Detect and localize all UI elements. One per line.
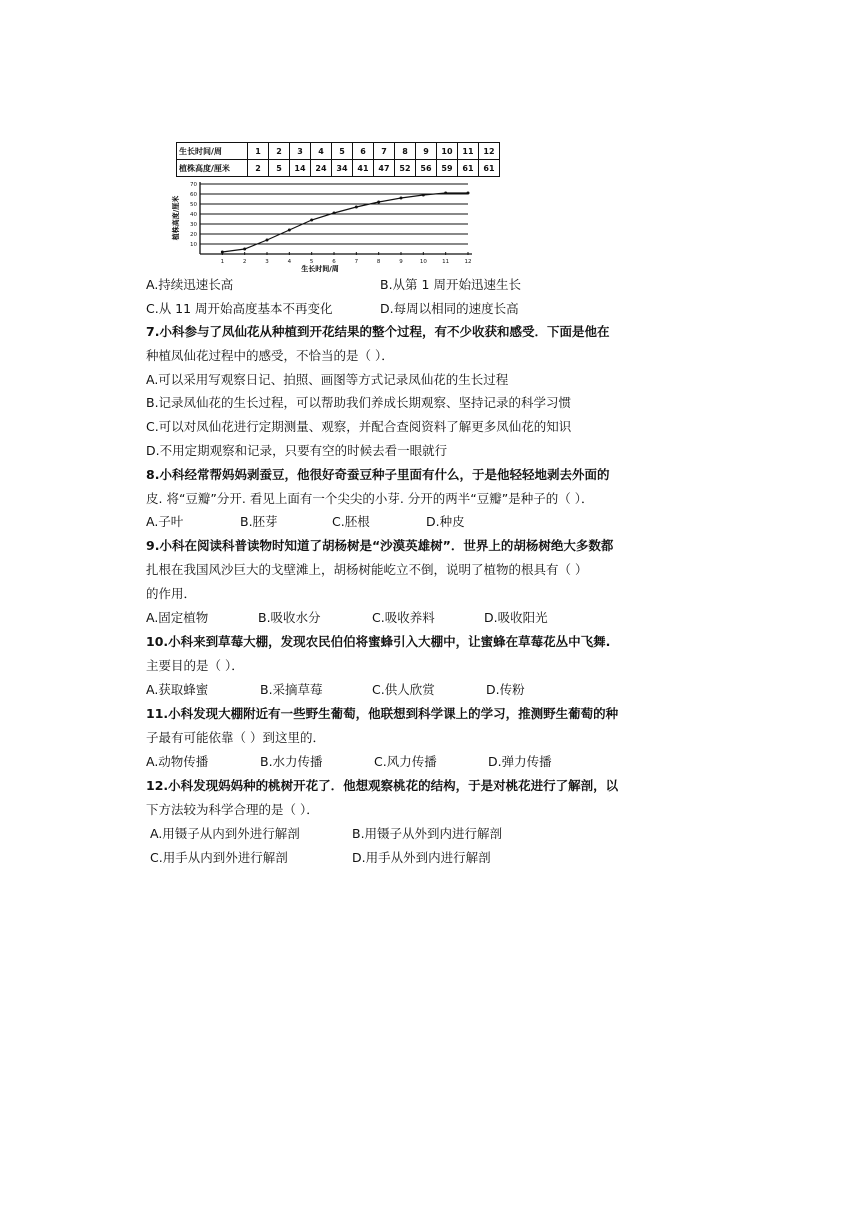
- q10-option-d: D.传粉: [486, 682, 525, 697]
- growth-line-chart: [168, 178, 488, 274]
- q8-option-c: C.胚根: [332, 514, 370, 529]
- y-tick-label: 20: [190, 232, 197, 238]
- table-cell: 47: [374, 160, 395, 177]
- q6-option-c: C.从 11 周开始高度基本不再变化: [146, 301, 333, 316]
- q8-option-b: B.胚芽: [240, 514, 278, 529]
- data-point: [422, 194, 425, 197]
- table-cell: 61: [479, 160, 500, 177]
- table-cell: 41: [353, 160, 374, 177]
- q11-stem-line2: 子最有可能依靠（ ）到这里的．: [146, 730, 325, 745]
- q11-option-c: C.风力传播: [374, 754, 437, 769]
- data-point: [243, 248, 246, 251]
- data-point: [355, 206, 358, 209]
- data-point: [467, 192, 470, 195]
- y-tick-label: 40: [190, 212, 197, 218]
- x-tick-label: 7: [354, 259, 359, 265]
- table-cell: 3: [290, 143, 311, 160]
- q9-option-d: D.吸收阳光: [484, 610, 548, 625]
- table-cell: 5: [269, 160, 290, 177]
- y-tick-label: 60: [190, 192, 197, 198]
- q11-option-a: A.动物传播: [146, 754, 209, 769]
- x-tick-label: 9: [399, 259, 403, 265]
- table-cell: 11: [458, 143, 479, 160]
- q10-stem-line1: 10.小科来到草莓大棚，发现农民伯伯将蜜蜂引入大棚中，让蜜蜂在草莓花丛中飞舞.: [146, 634, 611, 649]
- table-cell: 59: [437, 160, 458, 177]
- x-tick-label: 2: [242, 259, 247, 265]
- q12-option-d: D.用手从外到内进行解剖: [352, 850, 491, 865]
- table-cell: 10: [437, 143, 458, 160]
- table-row-header-heights: 植株高度/厘米: [177, 160, 248, 177]
- q9-stem-line3: 的作用．: [146, 586, 197, 601]
- table-cell: 12: [479, 143, 500, 160]
- q9-stem-line1: 9.小科在阅读科普读物时知道了胡杨树是“沙漠英雄树”．世界上的胡杨树绝大多数都: [146, 538, 614, 553]
- q7-option-b: B.记录凤仙花的生长过程，可以帮助我们养成长期观察、坚持记录的科学习惯: [146, 395, 572, 410]
- y-tick-label: 10: [190, 242, 197, 248]
- table-row: [177, 160, 500, 177]
- table-row-header-weeks: 生长时间/周: [177, 143, 248, 160]
- x-tick-label: 4: [287, 259, 292, 265]
- table-cell: 56: [416, 160, 437, 177]
- table-cell: 61: [458, 160, 479, 177]
- x-tick-label: 1: [220, 259, 225, 265]
- q7-stem-line2: 种植凤仙花过程中的感受，不恰当的是（ ）．: [146, 348, 394, 363]
- series-line: [222, 193, 468, 252]
- table-cell: 24: [311, 160, 332, 177]
- table-cell: 52: [395, 160, 416, 177]
- q10-option-b: B.采摘草莓: [260, 682, 323, 697]
- x-tick-label: 6: [332, 259, 336, 265]
- q12-stem-line2: 下方法较为科学合理的是（ ）．: [146, 802, 319, 817]
- table-cell: 8: [395, 143, 416, 160]
- chart-y-axis-label: 植株高度/厘米: [172, 195, 180, 241]
- q10-stem-line2: 主要目的是（ ）．: [146, 658, 244, 673]
- q10-option-a: A.获取蜂蜜: [146, 682, 209, 697]
- growth-data-table: [176, 142, 500, 177]
- q6-option-d: D.每周以相同的速度长高: [380, 301, 519, 316]
- q6-option-a: A.持续迅速长高: [146, 277, 234, 292]
- q11-stem-line1: 11.小科发现大棚附近有一些野生葡萄，他联想到科学课上的学习，推测野生葡萄的种: [146, 706, 619, 721]
- y-tick-label: 70: [190, 182, 197, 188]
- table-cell: 1: [248, 143, 269, 160]
- q6-option-b: B.从第 1 周开始迅速生长: [380, 277, 521, 292]
- data-point: [221, 251, 224, 254]
- y-tick-label: 50: [190, 202, 197, 208]
- q8-stem-line2: 皮. 将“豆瓣”分开. 看见上面有一个尖尖的小芽. 分开的两半“豆瓣”是种子的（ ）．: [146, 491, 594, 506]
- data-point: [444, 192, 447, 195]
- data-point: [333, 212, 336, 215]
- table-cell: 14: [290, 160, 311, 177]
- q7-option-c: C.可以对凤仙花进行定期测量、观察，并配合查阅资料了解更多凤仙花的知识: [146, 419, 572, 434]
- data-point: [288, 229, 291, 232]
- q12-option-a: A.用镊子从内到外进行解剖: [150, 826, 300, 841]
- y-tick-label: 30: [190, 222, 197, 228]
- q11-option-b: B.水力传播: [260, 754, 323, 769]
- q12-option-c: C.用手从内到外进行解剖: [150, 850, 288, 865]
- table-cell: 4: [311, 143, 332, 160]
- q8-option-a: A.子叶: [146, 514, 184, 529]
- q9-stem-line2: 扎根在我国风沙巨大的戈壁滩上，胡杨树能屹立不倒，说明了植物的根具有（ ）: [146, 562, 588, 577]
- data-point: [266, 239, 269, 242]
- table-cell: 2: [269, 143, 290, 160]
- chart-x-axis-label: 生长时间/周: [301, 265, 339, 273]
- q8-stem-line1: 8.小科经常帮妈妈剥蚕豆，他很好奇蚕豆种子里面有什么，于是他轻轻地剥去外面的: [146, 467, 610, 482]
- table-cell: 5: [332, 143, 353, 160]
- table-cell: 7: [374, 143, 395, 160]
- q7-option-a: A.可以采用写观察日记、拍照、画图等方式记录凤仙花的生长过程: [146, 372, 509, 387]
- table-cell: 9: [416, 143, 437, 160]
- q8-option-d: D.种皮: [426, 514, 465, 529]
- table-cell: 34: [332, 160, 353, 177]
- x-tick-label: 8: [376, 259, 381, 265]
- q10-option-c: C.供人欣赏: [372, 682, 435, 697]
- table-cell: 6: [353, 143, 374, 160]
- data-point: [377, 201, 380, 204]
- q7-stem-line1: 7.小科参与了凤仙花从种植到开花结果的整个过程，有不少收获和感受．下面是他在: [146, 324, 610, 339]
- q12-option-b: B.用镊子从外到内进行解剖: [352, 826, 503, 841]
- x-tick-label: 12: [464, 259, 472, 265]
- data-point: [310, 219, 313, 222]
- data-point: [400, 197, 403, 200]
- x-tick-label: 5: [309, 259, 314, 265]
- q12-stem-line1: 12.小科发现妈妈种的桃树开花了．他想观察桃花的结构，于是对桃花进行了解剖，以: [146, 778, 619, 793]
- x-tick-label: 10: [419, 259, 427, 265]
- q9-option-a: A.固定植物: [146, 610, 209, 625]
- x-tick-label: 11: [442, 259, 450, 265]
- q9-option-c: C.吸收养料: [372, 610, 435, 625]
- q9-option-b: B.吸收水分: [258, 610, 321, 625]
- q11-option-d: D.弹力传播: [488, 754, 552, 769]
- q7-option-d: D.不用定期观察和记录，只要有空的时候去看一眼就行: [146, 443, 448, 458]
- table-row: [177, 143, 500, 160]
- table-cell: 2: [248, 160, 269, 177]
- x-tick-label: 3: [265, 259, 269, 265]
